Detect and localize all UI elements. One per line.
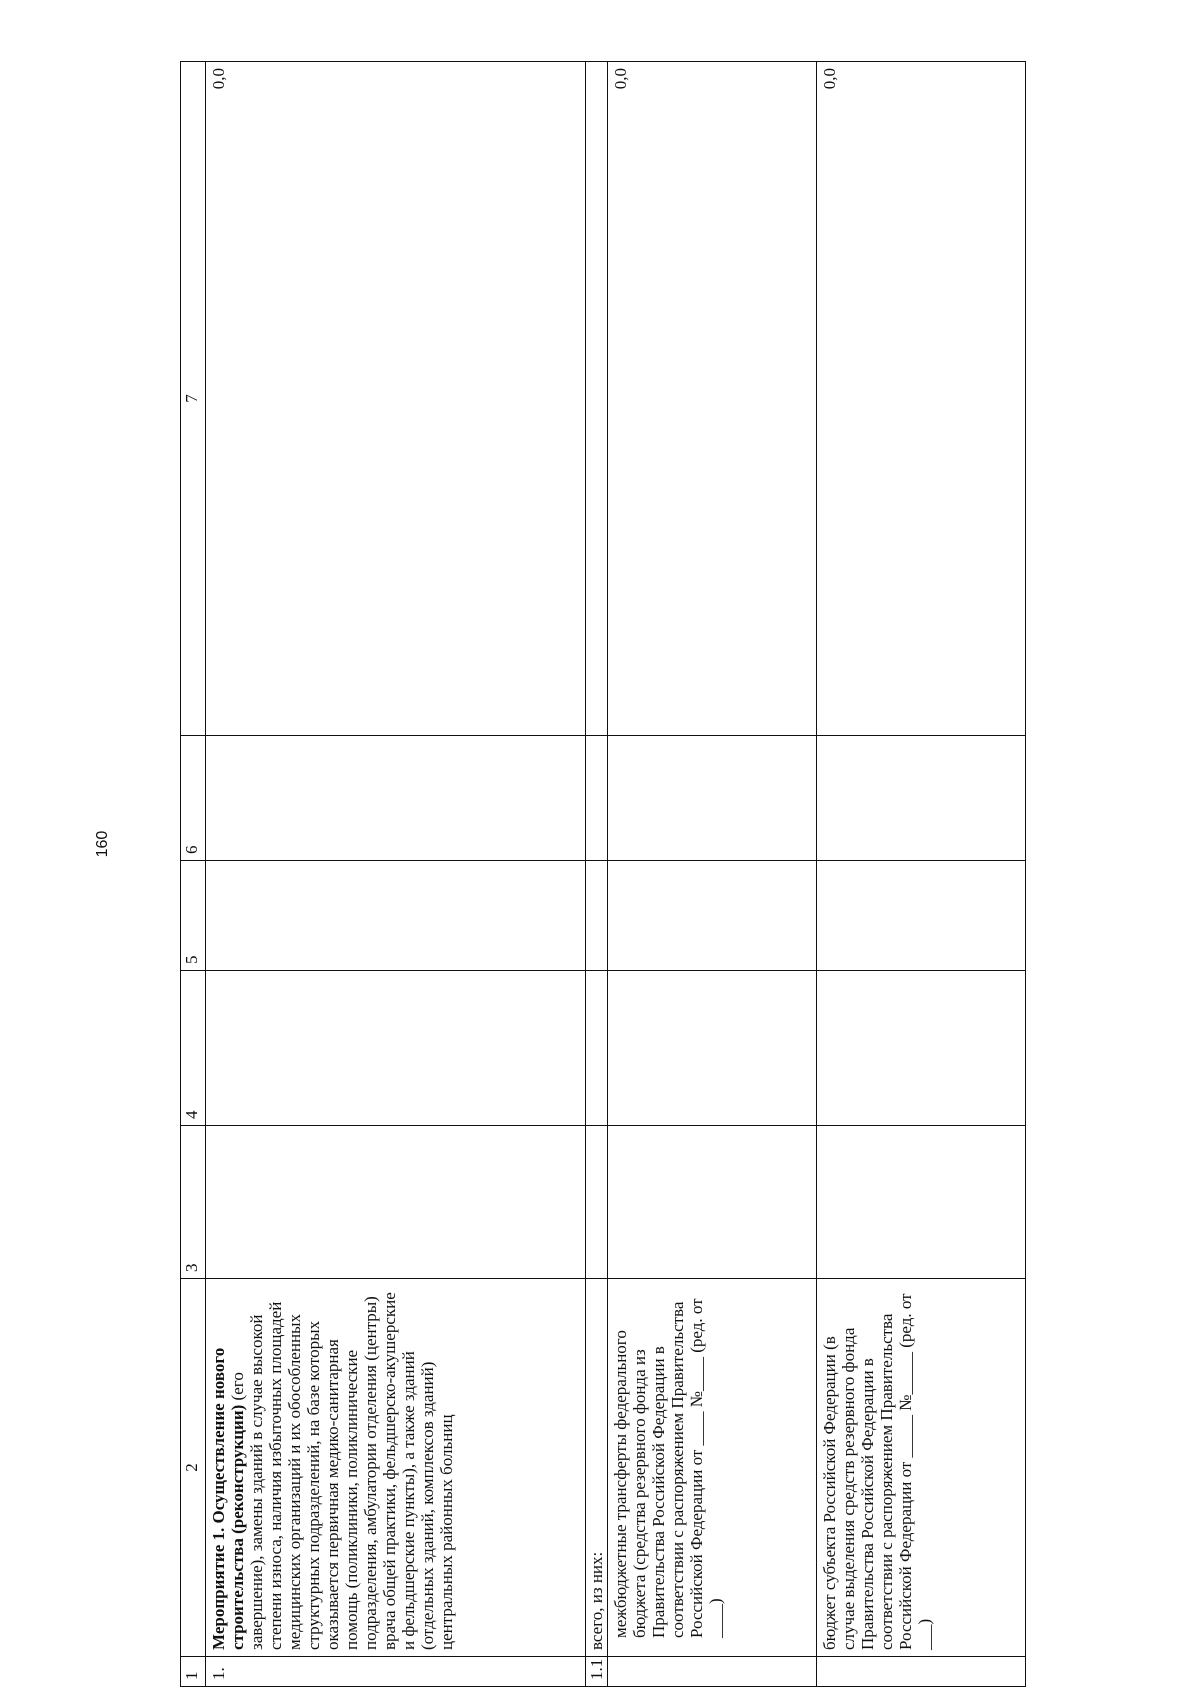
cell-col-3 [586,1126,608,1279]
cell-col-6 [206,736,586,861]
header-col-7: 7 [181,62,206,736]
header-col-4: 4 [181,971,206,1126]
measure-text: (его завершение), замены зданий в случае высокой степени износа, наличия избыточных площадей медицинских организаций и их обособленных структурных подразделений, на базе которых оказывается первичная медико-санитарная помощь (поликлиники, поликлинические подразделения, амбулатории отделения (центры) врача общей практики, фельдшерско-акушерские и фельдшерские пункты), а также зданий (отдельных зданий, комплексов зданий) центральных районных больниц [228,1292,457,1650]
cell-col-4 [817,971,1026,1126]
row-number [608,1657,817,1687]
cell-value: 0,0 [608,62,817,736]
table-header-row [181,62,206,1687]
cell-value: 0,0 [206,62,586,736]
cell-col-5 [608,861,817,971]
cell-col-6 [586,736,608,861]
row-number: 1.1 [586,1657,608,1687]
header-col-5: 5 [181,861,206,971]
budget-table [180,61,1026,1687]
cell-col-7 [586,62,608,736]
row-label: бюджет субъекта Российской Федерации (в случае выделения средств резервного фонда Правительства Российской Федерации в соответствии с распоряжением Правительства Российской Федерации от _____ №_____ (ред. от ___) [817,1279,1026,1657]
table-row [586,62,608,1687]
cell-col-5 [206,861,586,971]
row-label: межбюджетные трансферты федерального бюджета (средства резервного фонда из Правительства Российской Федерации в соответствии с распоряжением Правительства Российской Федерации от ____ №____ (ред. от ____) [608,1279,817,1657]
measure-title: Мероприятие 1. Осуществление нового строительства (реконструкции) [209,1347,248,1650]
cell-col-4 [608,971,817,1126]
cell-col-3 [817,1126,1026,1279]
cell-col-3 [608,1126,817,1279]
cell-col-6 [608,736,817,861]
cell-value: 0,0 [817,62,1026,736]
header-col-6: 6 [181,736,206,861]
cell-col-5 [586,861,608,971]
cell-col-6 [817,736,1026,861]
cell-col-4 [586,971,608,1126]
cell-col-3 [206,1126,586,1279]
measure-description [206,1279,586,1657]
row-number [817,1657,1026,1687]
row-label: всего, из них: [586,1279,608,1657]
table-row [206,62,586,1687]
header-col-3: 3 [181,1126,206,1279]
table-row [608,62,817,1687]
header-col-2: 2 [181,1279,206,1657]
row-number: 1. [206,1657,586,1687]
header-col-1: 1 [181,1657,206,1687]
cell-col-5 [817,861,1026,971]
rotated-table-container [180,62,1026,1687]
cell-col-4 [206,971,586,1126]
table-row [817,62,1026,1687]
page-number: 160 [94,830,111,858]
